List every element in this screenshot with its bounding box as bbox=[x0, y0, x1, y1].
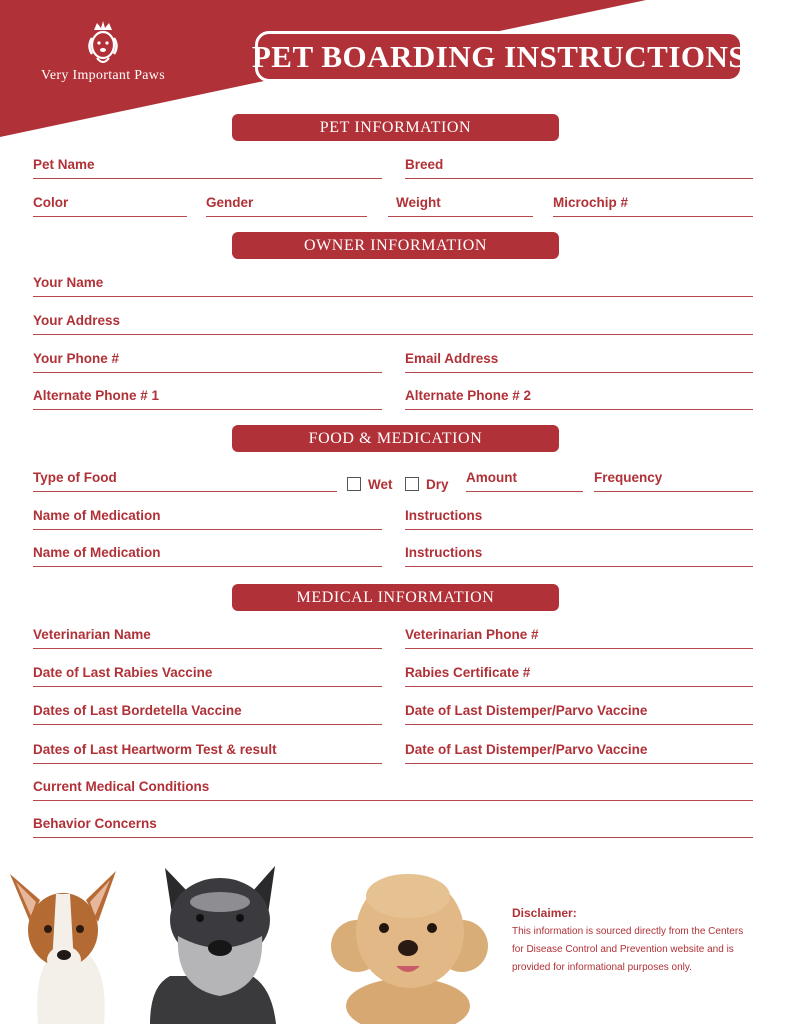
medication-name-1-field[interactable] bbox=[33, 508, 382, 530]
medication-name-2-field[interactable] bbox=[33, 545, 382, 567]
medical-conditions-field[interactable] bbox=[33, 779, 753, 801]
field-label: Date of Last Distemper/Parvo Vaccine bbox=[405, 742, 648, 757]
medication-instructions-2-field[interactable] bbox=[405, 545, 753, 567]
color-field[interactable] bbox=[33, 195, 187, 217]
disclaimer-heading: Disclaimer: bbox=[512, 906, 577, 920]
field-label: Color bbox=[33, 195, 69, 210]
basenji-dog-illustration bbox=[10, 871, 116, 1024]
alt-phone-1-field[interactable] bbox=[33, 388, 382, 410]
breed-field[interactable] bbox=[405, 157, 753, 179]
type-of-food-field[interactable] bbox=[33, 470, 337, 492]
dry-checkbox[interactable] bbox=[405, 476, 449, 492]
weight-field[interactable] bbox=[388, 195, 533, 217]
field-label: Name of Medication bbox=[33, 508, 161, 523]
field-label: Pet Name bbox=[33, 157, 95, 172]
field-label: Instructions bbox=[405, 508, 483, 523]
rabies-date-field[interactable] bbox=[33, 665, 382, 687]
field-label: Veterinarian Phone # bbox=[405, 627, 539, 642]
field-label: Frequency bbox=[594, 470, 663, 485]
schnauzer-dog-illustration bbox=[150, 866, 276, 1024]
behavior-concerns-field[interactable] bbox=[33, 816, 753, 838]
section-heading-pet: PET INFORMATION bbox=[232, 114, 559, 141]
disclaimer-line: This information is sourced directly from the Centers bbox=[512, 926, 744, 937]
dog-crown-icon bbox=[86, 20, 120, 66]
field-label: Dates of Last Heartworm Test & result bbox=[33, 742, 277, 757]
field-label: Alternate Phone # 1 bbox=[33, 388, 160, 403]
field-label: Alternate Phone # 2 bbox=[405, 388, 532, 403]
field-label: Breed bbox=[405, 157, 444, 172]
heartworm-test-field[interactable] bbox=[33, 742, 382, 764]
section-heading-owner: OWNER INFORMATION bbox=[232, 232, 559, 259]
distemper-date-2-field[interactable] bbox=[405, 742, 753, 764]
your-address-field[interactable] bbox=[33, 313, 753, 335]
disclaimer-line: provided for informational purposes only. bbox=[512, 962, 692, 973]
field-label: Name of Medication bbox=[33, 545, 161, 560]
pet-name-field[interactable] bbox=[33, 157, 382, 179]
field-label: Instructions bbox=[405, 545, 483, 560]
email-field[interactable] bbox=[405, 351, 753, 373]
your-name-field[interactable] bbox=[33, 275, 753, 297]
vet-phone-field[interactable] bbox=[405, 627, 753, 649]
dog-photos bbox=[0, 856, 500, 1024]
brand-logo bbox=[28, 20, 178, 84]
field-label: Behavior Concerns bbox=[33, 816, 157, 831]
bordetella-date-field[interactable] bbox=[33, 703, 382, 725]
your-phone-field[interactable] bbox=[33, 351, 382, 373]
page-title bbox=[251, 31, 747, 82]
field-label: Email Address bbox=[405, 351, 499, 366]
field-label: Your Name bbox=[33, 275, 104, 290]
distemper-date-1-field[interactable] bbox=[405, 703, 753, 725]
field-label: Amount bbox=[466, 470, 517, 485]
field-label: Gender bbox=[206, 195, 254, 210]
field-label: Rabies Certificate # bbox=[405, 665, 531, 680]
checkbox-label: Wet bbox=[368, 476, 393, 492]
field-label: Your Address bbox=[33, 313, 121, 328]
field-label: Type of Food bbox=[33, 470, 117, 485]
disclaimer-line: for Disease Control and Prevention website and is bbox=[512, 944, 734, 955]
gender-field[interactable] bbox=[206, 195, 367, 217]
disclaimer-body bbox=[512, 923, 762, 977]
field-label: Current Medical Conditions bbox=[33, 779, 210, 794]
medication-instructions-1-field[interactable] bbox=[405, 508, 753, 530]
microchip-field[interactable] bbox=[553, 195, 753, 217]
section-heading-food: FOOD & MEDICATION bbox=[232, 425, 559, 452]
wet-checkbox[interactable] bbox=[347, 476, 393, 492]
frequency-field[interactable] bbox=[594, 470, 753, 492]
checkbox-label: Dry bbox=[426, 476, 449, 492]
vet-name-field[interactable] bbox=[33, 627, 382, 649]
section-heading-medical: MEDICAL INFORMATION bbox=[232, 584, 559, 611]
checkbox-box[interactable] bbox=[347, 477, 361, 491]
field-label: Dates of Last Bordetella Vaccine bbox=[33, 703, 242, 718]
field-label: Veterinarian Name bbox=[33, 627, 151, 642]
field-label: Microchip # bbox=[553, 195, 629, 210]
poodle-dog-illustration bbox=[331, 874, 488, 1024]
amount-field[interactable] bbox=[466, 470, 583, 492]
checkbox-box[interactable] bbox=[405, 477, 419, 491]
field-label: Your Phone # bbox=[33, 351, 120, 366]
page-title-text: PET BOARDING INSTRUCTIONS bbox=[251, 38, 747, 74]
field-label: Date of Last Rabies Vaccine bbox=[33, 665, 213, 680]
field-label: Date of Last Distemper/Parvo Vaccine bbox=[405, 703, 648, 718]
brand-name: Very Important Paws bbox=[41, 68, 165, 83]
rabies-certificate-field[interactable] bbox=[405, 665, 753, 687]
disclaimer bbox=[512, 906, 762, 977]
field-label: Weight bbox=[396, 195, 441, 210]
alt-phone-2-field[interactable] bbox=[405, 388, 753, 410]
